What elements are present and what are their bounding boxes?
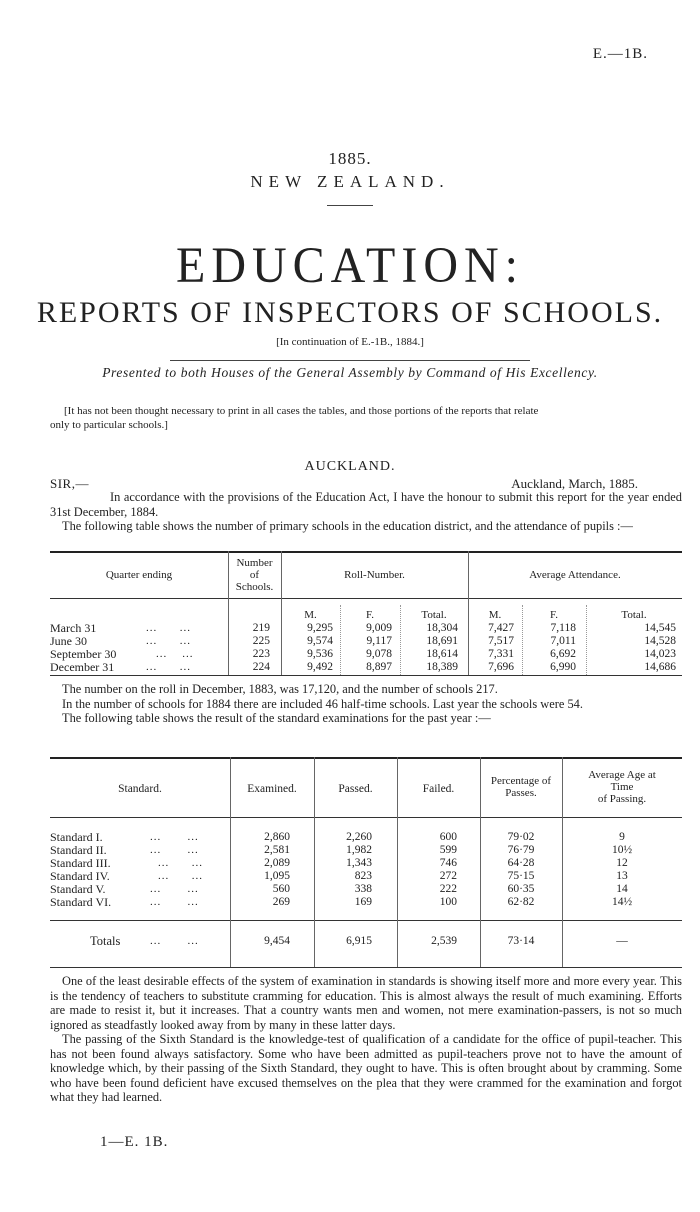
section-heading: AUCKLAND. [304, 459, 396, 474]
sub-header-att-total: Total. [621, 609, 647, 621]
note-line-2: only to particular schools.] [50, 419, 168, 431]
cell-examined: 2,860 [264, 831, 290, 843]
col-header-percentage [480, 775, 562, 799]
cell-percentage: 64·28 [507, 857, 535, 869]
country-heading: NEW ZEALAND. [250, 172, 450, 191]
leader-dots: ... ... [150, 844, 199, 856]
header-line: Passes. [505, 787, 537, 799]
dateline: Auckland, March, 1885. [511, 476, 638, 491]
divider [170, 360, 530, 361]
cell-att-m: 7,331 [488, 648, 514, 660]
cell-percentage: 75·15 [507, 870, 535, 882]
leader-dots: ... ... [156, 648, 194, 660]
col-header-examined: Examined. [247, 783, 297, 795]
cell-failed: 100 [439, 896, 457, 908]
header-line: Average Age at [588, 769, 656, 781]
cell-roll-f: 9,078 [366, 648, 392, 660]
cell-age: — [616, 935, 628, 947]
header-line: of [249, 569, 260, 581]
page-signature: 1—E. 1B. [100, 1134, 169, 1150]
note-line-1: [It has not been thought necessary to print in all cases the tables, and those portions of the reports that relate [64, 405, 539, 417]
cell-att-total: 14,686 [644, 661, 676, 673]
cell-att-f: 7,011 [550, 635, 576, 647]
cell-att-total: 14,528 [644, 635, 676, 647]
cell-failed: 222 [439, 883, 457, 895]
sub-header-roll-m: M. [304, 609, 317, 621]
cell-examined: 560 [272, 883, 290, 895]
cell-failed: 272 [439, 870, 457, 882]
cell-passed: 2,260 [346, 831, 372, 843]
cell-failed: 600 [439, 831, 457, 843]
leader-dots: ... ... [146, 661, 191, 673]
report-year: 1885. [328, 149, 372, 168]
cell-failed: 599 [439, 844, 457, 856]
col-header-standard: Standard. [118, 783, 162, 795]
cell-roll-f: 9,009 [366, 622, 392, 634]
cell-age: 14 [616, 883, 628, 895]
cell-age: 12 [616, 857, 628, 869]
cell-roll-total: 18,691 [426, 635, 458, 647]
paragraph: The passing of the Sixth Standard is the knowledge-test of qualification of a candidate for the office of pupil-teacher. This has not been found always satisfactory. Some who have been admitted as pupil-teachers prove not to have the amount of knowledge which, by their passing of the Sixth Standard, they ought to have. This is often brought about by cramming. Some who have been found deficient have excused themselves on the plea that they were crammed for the examination and forgot what they had learned. [50, 1032, 682, 1104]
cell-roll-f: 9,117 [366, 635, 392, 647]
cell-passed: 1,343 [346, 857, 372, 869]
cell-age: 9 [619, 831, 625, 843]
cell-schools: 219 [252, 622, 270, 634]
cell-roll-total: 18,614 [426, 648, 458, 660]
cell-percentage: 73·14 [507, 935, 535, 947]
cell-roll-total: 18,304 [426, 622, 458, 634]
paragraph: One of the least desirable effects of the system of examination in standards is showing itself more and more every year. This is the tendency of teachers to substitute cramming for education. This is almost always the result of much examining. Efforts are made to resist it, but it increases. That a country wants men and women, not mere examination-passers, is not so much ignored as steadfastly looked away from by many in these latter days. [50, 974, 682, 1032]
leader-dots: ... ... [158, 857, 203, 869]
leader-dots: ... ... [146, 622, 191, 634]
cell-passed: 169 [354, 896, 372, 908]
letter-middle [50, 682, 682, 726]
leader-dots: ... ... [150, 896, 199, 908]
paragraph: The following table shows the number of primary schools in the education district, and the attendance of pupils :— [62, 519, 633, 533]
salutation: SIR,— [50, 476, 89, 491]
presented-line: Presented to both Houses of the General Assembly by Command of His Excellency. [102, 365, 598, 380]
cell-att-total: 14,545 [644, 622, 676, 634]
header-line: Time [610, 781, 634, 793]
row-label: Standard IV. [50, 869, 110, 883]
row-label: March 31 [50, 621, 97, 635]
col-header-passed: Passed. [338, 783, 373, 795]
cell-att-f: 6,692 [550, 648, 576, 660]
page-reference: E.—1B. [592, 46, 648, 62]
cell-roll-m: 9,295 [307, 622, 333, 634]
cell-roll-total: 18,389 [426, 661, 458, 673]
leader-dots: ... ... [150, 883, 199, 895]
cell-passed: 823 [354, 870, 372, 882]
leader-dots: ... ... [150, 935, 199, 947]
page-subtitle: REPORTS OF INSPECTORS OF SCHOOLS. [36, 296, 664, 329]
cell-passed: 338 [354, 883, 372, 895]
row-label: Standard I. [50, 830, 103, 844]
header-line: Schools. [235, 581, 274, 593]
col-header-failed: Failed. [422, 783, 455, 795]
continuation-note: [In continuation of E.-1B., 1884.] [276, 336, 424, 348]
cell-att-m: 7,517 [488, 635, 514, 647]
cell-att-m: 7,427 [488, 622, 514, 634]
row-label: Standard VI. [50, 895, 112, 909]
cell-roll-m: 9,492 [307, 661, 333, 673]
paragraph: The following table shows the result of the standard examinations for the past year :— [62, 711, 491, 725]
cell-percentage: 60·35 [507, 883, 535, 895]
cell-age: 10½ [611, 844, 633, 856]
page-title: EDUCATION: [176, 237, 524, 294]
cell-att-f: 6,990 [550, 661, 576, 673]
col-header-roll: Roll-Number. [344, 569, 405, 581]
col-header-quarter: Quarter ending [105, 569, 173, 581]
cell-roll-m: 9,574 [307, 635, 333, 647]
sub-header-roll-f: F. [366, 609, 374, 621]
short-divider [327, 205, 373, 206]
cell-schools: 225 [252, 635, 270, 647]
col-header-attendance: Average Attendance. [529, 569, 621, 581]
cell-schools: 223 [252, 648, 270, 660]
letter-body [50, 974, 682, 1105]
cell-age: 13 [616, 870, 628, 882]
cell-age: 14½ [611, 896, 633, 908]
header-line: Number [236, 557, 273, 569]
cell-examined: 2,089 [264, 857, 290, 869]
row-label: Standard V. [50, 882, 106, 896]
sub-header-roll-total: Total. [421, 609, 447, 621]
row-label: September 30 [50, 647, 117, 661]
row-label: December 31 [50, 660, 115, 674]
totals-label: Totals [90, 934, 121, 948]
cell-schools: 224 [252, 661, 270, 673]
cell-failed: 2,539 [431, 935, 457, 947]
cell-att-total: 14,023 [644, 648, 676, 660]
cell-passed: 1,982 [346, 844, 372, 856]
cell-roll-m: 9,536 [307, 648, 333, 660]
row-label: Standard III. [50, 856, 111, 870]
col-header-age [562, 769, 682, 805]
leader-dots: ... ... [158, 870, 203, 882]
paragraph: In accordance with the provisions of the Education Act, I have the honour to submit this report for the year ended 31st December, 1884. [50, 490, 682, 519]
col-header-schools [228, 557, 281, 593]
cell-failed: 746 [439, 857, 457, 869]
header-line: of Passing. [597, 793, 647, 805]
paragraph: In the number of schools for 1884 there are included 46 half-time schools. Last year the schools were 54. [62, 696, 583, 711]
attendance-table [50, 551, 682, 677]
header-line: Percentage of [490, 775, 552, 787]
cell-percentage: 76·79 [507, 844, 535, 856]
cell-roll-f: 8,897 [366, 661, 392, 673]
row-label: Standard II. [50, 843, 107, 857]
cell-examined: 1,095 [264, 870, 290, 882]
cell-examined: 2,581 [264, 844, 290, 856]
paragraph: The number on the roll in December, 1883, was 17,120, and the number of schools 217. [62, 682, 498, 696]
cell-examined: 9,454 [264, 935, 290, 947]
row-label: June 30 [50, 634, 87, 648]
standards-table [50, 757, 682, 969]
cell-att-f: 7,118 [550, 622, 576, 634]
leader-dots: ... ... [146, 635, 191, 647]
leader-dots: ... ... [150, 831, 199, 843]
cell-passed: 6,915 [346, 935, 372, 947]
cell-att-m: 7,696 [488, 661, 514, 673]
cell-percentage: 79·02 [507, 831, 535, 843]
cell-examined: 269 [272, 896, 290, 908]
sub-header-att-m: M. [488, 609, 502, 621]
sub-header-att-f: F. [550, 609, 558, 621]
editorial-note [50, 404, 682, 432]
letter-intro [50, 490, 682, 534]
cell-percentage: 62·82 [507, 896, 535, 908]
